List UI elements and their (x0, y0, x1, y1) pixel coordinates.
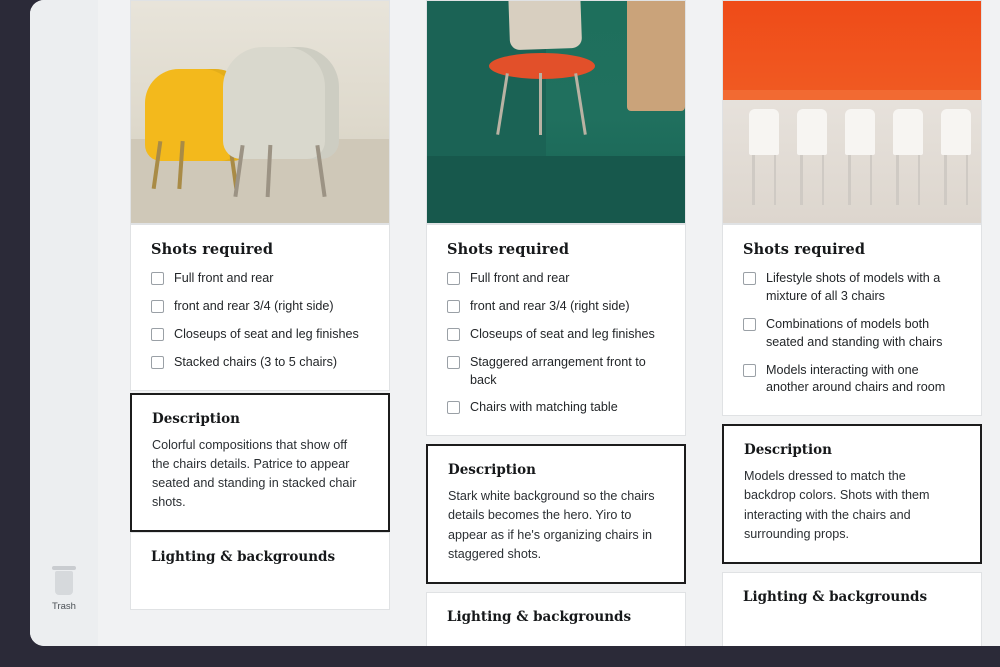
shot-label: Stacked chairs (3 to 5 chairs) (174, 354, 338, 369)
shot-label: Models interacting with one another around chairs and room (766, 362, 946, 395)
list-item[interactable] (743, 316, 961, 352)
shot-label: Closeups of seat and leg finishes (174, 326, 359, 341)
list-item[interactable] (151, 298, 369, 316)
shot-label: Full front and rear (470, 271, 570, 285)
shot-label: Staggered arrangement front to back (470, 354, 646, 387)
checkbox[interactable] (743, 364, 756, 377)
list-item[interactable] (447, 298, 665, 316)
checkbox[interactable] (447, 300, 460, 313)
checkbox[interactable] (447, 356, 460, 369)
photo-card-1[interactable] (130, 0, 390, 224)
left-rail (30, 0, 98, 646)
lighting-title-2: Lighting & backgrounds (447, 608, 632, 625)
board-canvas[interactable] (98, 0, 1000, 646)
lighting-title-1: Lighting & backgrounds (151, 549, 336, 566)
card-column-2 (426, 0, 686, 646)
card-columns (98, 0, 982, 646)
card-column-3 (722, 0, 982, 646)
shots-required-section-2 (426, 224, 686, 436)
shot-label: front and rear 3/4 (right side) (470, 298, 630, 313)
shot-label: Combinations of models both seated and standing with chairs (766, 316, 943, 349)
lighting-section-3[interactable] (722, 572, 982, 646)
shot-label: Closeups of seat and leg finishes (470, 326, 655, 341)
description-body-2: Stark white background so the chairs details becomes the hero. Yiro to appear as if he's organizing chairs in staggered shots. (448, 489, 655, 561)
description-title-1: Description (152, 410, 240, 427)
photo-card-2[interactable] (426, 0, 686, 224)
shot-label: Chairs with matching table (470, 400, 618, 415)
lighting-section-2[interactable] (426, 592, 686, 646)
shots-required-title-2: Shots required (447, 241, 570, 258)
shots-required-section-1 (130, 224, 390, 391)
shot-label: Full front and rear (174, 271, 274, 285)
board (98, 0, 982, 646)
list-item[interactable] (743, 270, 961, 306)
shots-required-section-3 (722, 224, 982, 416)
checkbox[interactable] (743, 318, 756, 331)
shot-label: Lifestyle shots of models with a mixture of all 3 chairs (766, 271, 941, 303)
checkbox[interactable] (447, 401, 460, 414)
checkbox[interactable] (151, 272, 164, 285)
description-section-3[interactable] (722, 424, 982, 564)
app-window (30, 0, 1000, 646)
trash-label: Trash (52, 601, 76, 612)
shots-required-title-1: Shots required (151, 241, 274, 258)
checkbox[interactable] (151, 356, 164, 369)
description-title-3: Description (744, 442, 832, 459)
list-item[interactable] (151, 326, 369, 344)
checkbox[interactable] (447, 328, 460, 341)
list-item[interactable] (447, 399, 665, 417)
list-item[interactable] (151, 270, 369, 288)
card-column-1 (130, 0, 390, 610)
description-section-1[interactable] (130, 393, 390, 533)
list-item[interactable] (743, 362, 961, 398)
checkbox[interactable] (447, 272, 460, 285)
list-item[interactable] (447, 270, 665, 288)
description-body-1: Colorful compositions that show off the chairs details. Patrice to appear seated and standing in stacked chair shots. (152, 437, 357, 509)
photo-yellow-and-gray-chairs (131, 1, 389, 223)
photo-orange-interior-with-white-stools (723, 1, 981, 223)
description-section-2[interactable] (426, 444, 686, 584)
trash-bin[interactable] (44, 566, 84, 612)
shots-required-title-3: Shots required (743, 241, 866, 258)
description-title-2: Description (448, 462, 536, 479)
photo-green-room-orange-seat-chair (427, 1, 685, 223)
list-item[interactable] (151, 354, 369, 372)
list-item[interactable] (447, 326, 665, 344)
list-item[interactable] (447, 354, 665, 390)
trash-icon (51, 566, 77, 596)
lighting-section-1[interactable] (130, 532, 390, 610)
checkbox[interactable] (743, 272, 756, 285)
checkbox[interactable] (151, 328, 164, 341)
lighting-title-3: Lighting & backgrounds (743, 588, 928, 605)
description-body-3: Models dressed to match the backdrop colors. Shots with them interacting with the chairs and surrounding props. (744, 469, 930, 541)
checkbox[interactable] (151, 300, 164, 313)
photo-card-3[interactable] (722, 0, 982, 224)
shot-label: front and rear 3/4 (right side) (174, 298, 334, 313)
